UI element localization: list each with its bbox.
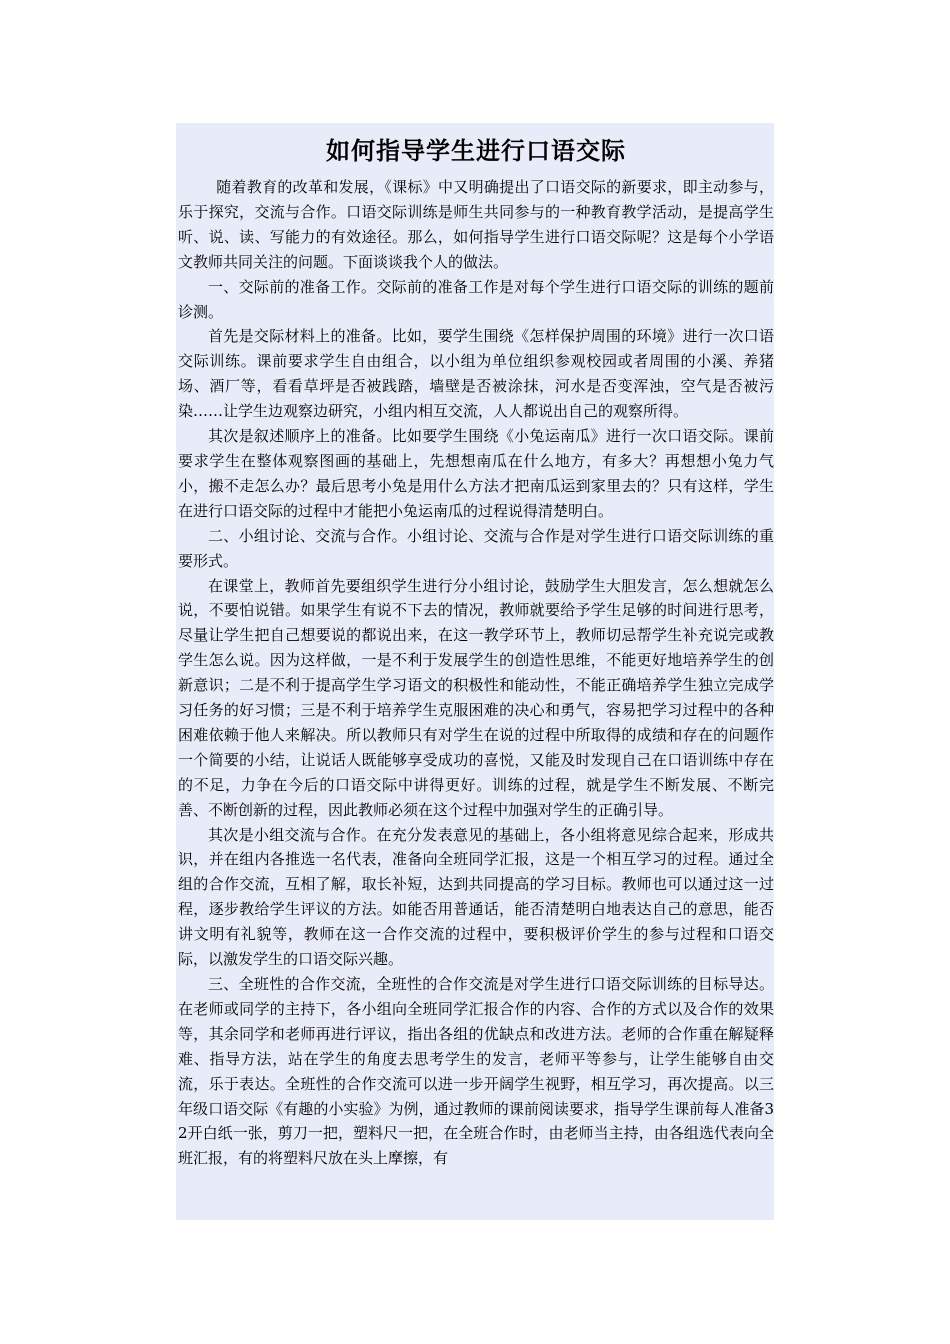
paragraph-section-3-class-exchange: 三、全班性的合作交流，全班性的合作交流是对学生进行口语交际训练的目标导达。在老师或同学的主持下，各小组向全班同学汇报合作的内容、合作的方式以及合作的效果等，其余同学和老师再进行评议，指出各组的优缺点和改进方法。老师的合作重在解疑释难、指导方法，站在学生的角度去思考学生的发言，老师平等参与，让学生能够自由交流，乐于表达。全班性的合作交流可以进一步开阔学生视野，相互学习，再次提高。以三年级口语交际《有趣的小实验》为例，通过教师的课前阅读要求，指导学生课前每人准备32开白纸一张，剪刀一把，塑料尺一把，在全班合作时，由老师当主持，由各组选代表向全班汇报，有的将塑料尺放在头上摩擦，有 — [178, 975, 774, 1168]
paragraph-section-2-heading: 二、小组讨论、交流与合作。小组讨论、交流与合作是对学生进行口语交际训练的重要形式。 — [178, 526, 774, 570]
paragraph-material-preparation: 首先是交际材料上的准备。比如，要学生围绕《怎样保护周围的环境》进行一次口语交际训练。课前要求学生自由组合，以小组为单位组织参观校园或者周围的小溪、养猪场、酒厂等，看看草坪是否被践踏，墙壁是否被涂抹，河水是否变浑浊，空气是否被污染……让学生边观察边研究，小组内相互交流，人人都说出自己的观察所得。 — [178, 327, 774, 421]
paragraph-group-discussion: 在课堂上，教师首先要组织学生进行分小组讨论，鼓励学生大胆发言，怎么想就怎么说，不要怕说错。如果学生有说不下去的情况，教师就要给予学生足够的时间进行思考，尽量让学生把自己想要说的都说出来，在这一教学环节上，教师切忌帮学生补充说完或教学生怎么说。因为这样做，一是不利于发展学生的创造性思维，不能更好地培养学生的创新意识；二是不利于提高学生学习语文的积极性和能动性，不能正确培养学生独立完成学习任务的好习惯；三是不利于培养学生克服困难的决心和勇气，容易把学习过程中的各种困难依赖于他人来解决。所以教师只有对学生在说的过程中所取得的成绩和存在的问题作一个简要的小结，让说话人既能够享受成功的喜悦，又能及时发现自己在口语训练中存在的不足，力争在今后的口语交际中讲得更好。训练的过程，就是学生不断发展、不断完善、不断创新的过程，因此教师必须在这个过程中加强对学生的正确引导。 — [178, 576, 774, 819]
document-page — [176, 123, 774, 1220]
paragraph-section-1-heading: 一、交际前的准备工作。交际前的准备工作是对每个学生进行口语交际的训练的题前诊测。 — [178, 277, 774, 321]
paragraph-intro: 随着教育的改革和发展，《课标》中又明确提出了口语交际的新要求，即主动参与，乐于探究，交流与合作。口语交际训练是师生共同参与的一种教育教学活动，是提高学生听、说、读、写能力的有效途径。那么，如何指导学生进行口语交际呢？这是每个小学语文教师共同关注的问题。下面谈谈我个人的做法。 — [178, 178, 774, 271]
paragraph-group-cooperation: 其次是小组交流与合作。在充分发表意见的基础上，各小组将意见综合起来，形成共识，并在组内各推选一名代表，准备向全班同学汇报，这是一个相互学习的过程。通过全组的合作交流，互相了解，取长补短，达到共同提高的学习目标。教师也可以通过这一过程，逐步教给学生评议的方法。如能否用普通话，能否清楚明白地表达自己的意思，能否讲文明有礼貌等，教师在这一合作交流的过程中，要积极评价学生的参与过程和口语交际，以激发学生的口语交际兴趣。 — [178, 825, 774, 969]
document-title: 如何指导学生进行口语交际 — [326, 137, 626, 165]
paragraph-sequence-preparation: 其次是叙述顺序上的准备。比如要学生围绕《小兔运南瓜》进行一次口语交际。课前要求学生在整体观察图画的基础上，先想想南瓜在什么地方，有多大？再想想小兔力气小，搬不走怎么办？最后思考小兔是用什么方法才把南瓜运到家里去的？只有这样，学生在进行口语交际的过程中才能把小兔运南瓜的过程说得清楚明白。 — [178, 427, 774, 520]
